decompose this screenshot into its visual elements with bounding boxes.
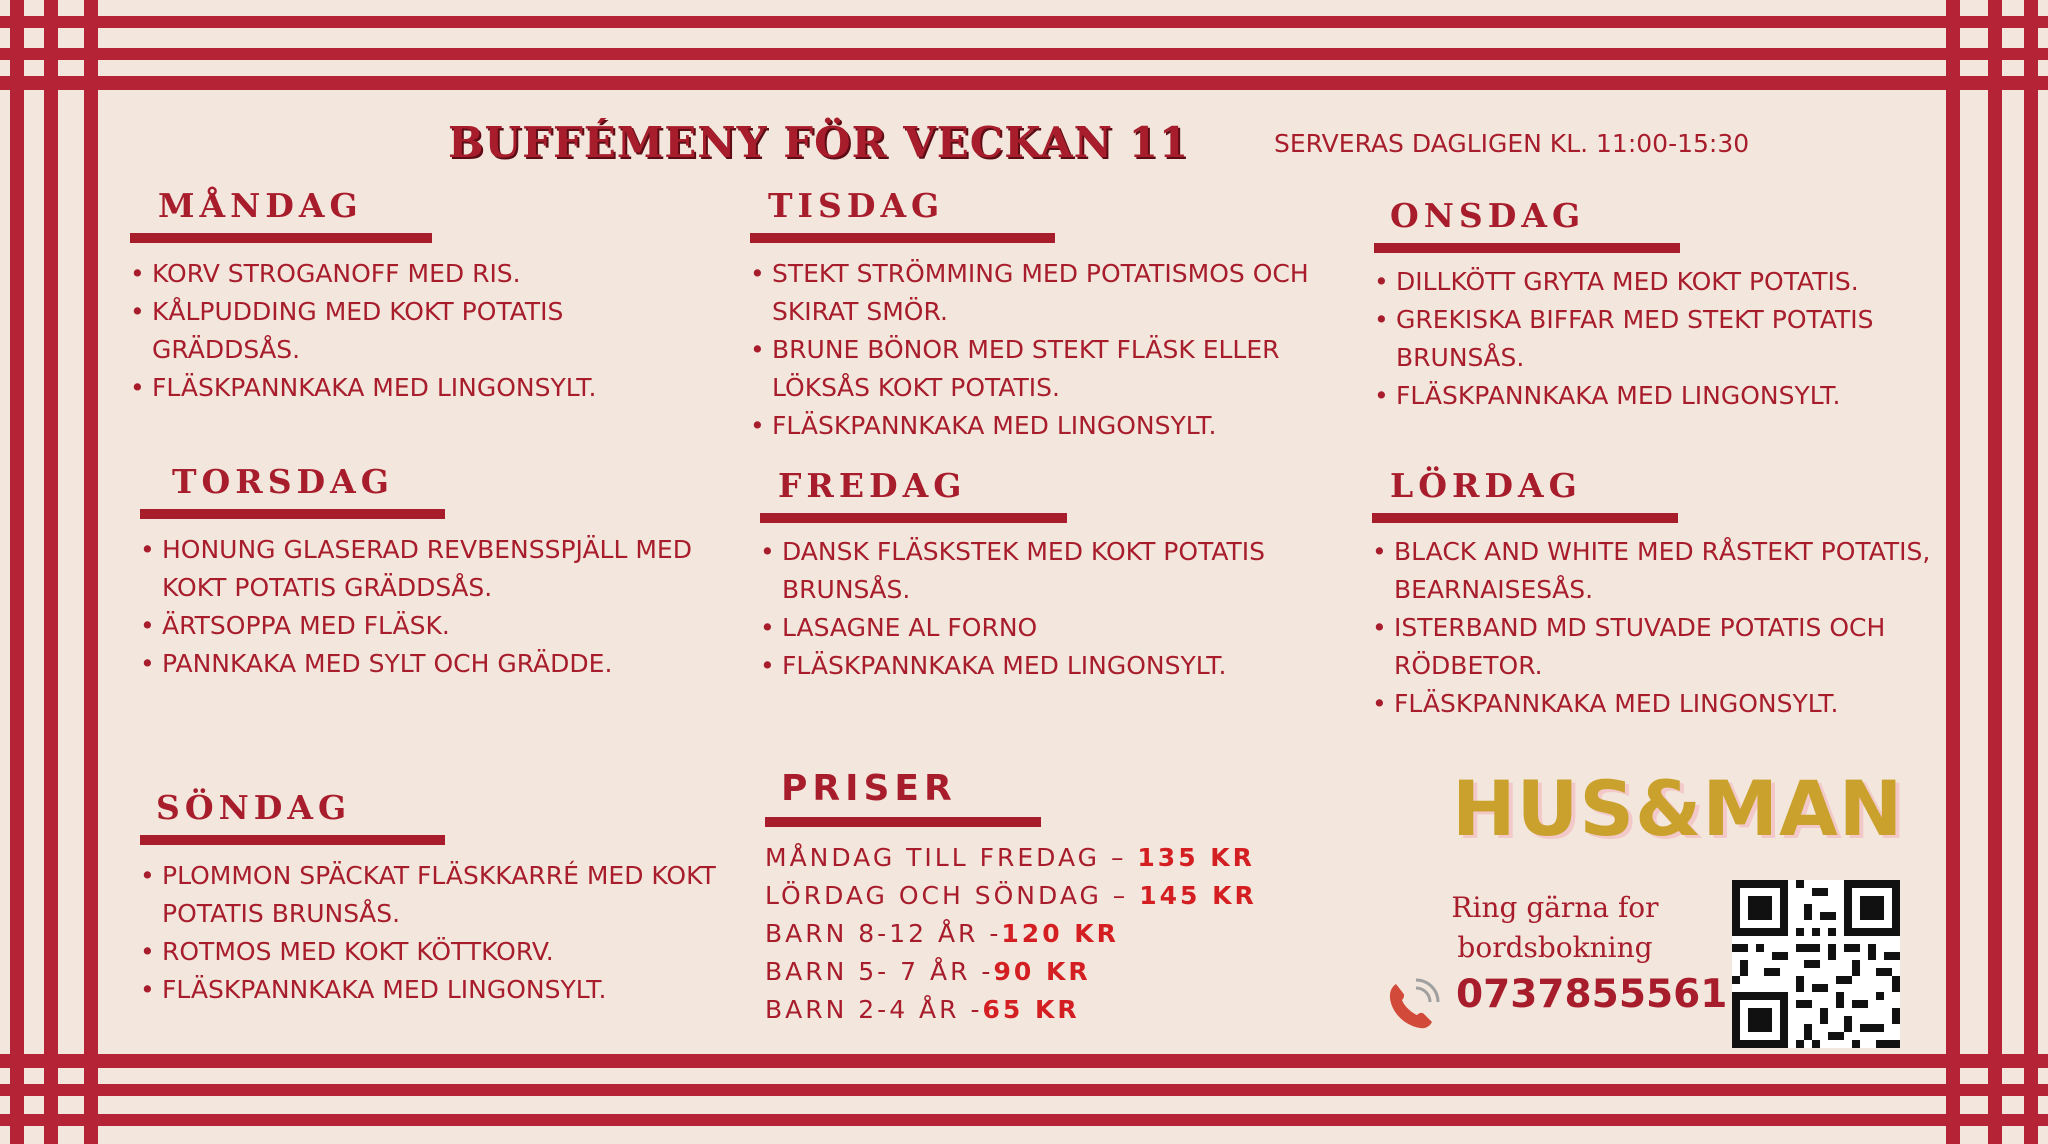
day-section-sunday: [140, 788, 730, 1009]
day-section-saturday: [1372, 466, 1952, 723]
heading-rule: [750, 233, 1055, 243]
menu-list: [140, 531, 720, 683]
menu-item: • BLACK AND WHITE MED RÅSTEKT POTATIS, BEARNAISESÅS.: [1372, 533, 1952, 609]
day-section-friday: [760, 466, 1340, 685]
menu-item: • PANNKAKA MED SYLT OCH GRÄDDE.: [140, 645, 720, 683]
menu-item: • ÄRTSOPPA MED FLÄSK.: [140, 607, 720, 645]
price-amount: 90 KR: [993, 957, 1091, 986]
menu-list: [130, 255, 710, 407]
day-section-thursday: [140, 462, 720, 683]
frame-stripe-left-3: [84, 0, 98, 1144]
frame-stripe-right-2: [1988, 0, 2002, 1144]
menu-item: • KORV STROGANOFF MED RIS.: [130, 255, 710, 293]
brand-logo: HUS&MAN: [1452, 764, 1904, 853]
phone-icon: [1382, 976, 1442, 1032]
menu-list: [760, 533, 1340, 685]
menu-item: • GREKISKA BIFFAR MED STEKT POTATIS BRUNSÅS.: [1374, 301, 1954, 377]
heading-rule: [1374, 243, 1680, 253]
menu-item: • FLÄSKPANNKAKA MED LINGONSYLT.: [1372, 685, 1952, 723]
day-section-wednesday: [1374, 196, 1954, 415]
menu-item: • FLÄSKPANNKAKA MED LINGONSYLT.: [750, 407, 1330, 445]
price-row: [765, 877, 1325, 915]
menu-item: • LASAGNE AL FORNO: [760, 609, 1340, 647]
booking-text: Ring gärna for bordsbokning: [1451, 891, 1659, 964]
heading-rule: [760, 513, 1067, 523]
frame-stripe-bottom-1: [0, 1054, 2048, 1068]
day-section-monday: [130, 186, 710, 407]
heading-rule: [140, 835, 445, 845]
frame-stripe-bottom-2: [0, 1084, 2048, 1096]
menu-item: • PLOMMON SPÄCKAT FLÄSKKARRÉ MED KOKT POTATIS BRUNSÅS.: [140, 857, 730, 933]
menu-item: • DANSK FLÄSKSTEK MED KOKT POTATIS BRUNSÅS.: [760, 533, 1340, 609]
price-label: MÅNDAG TILL FREDAG –: [765, 843, 1138, 872]
heading-rule: [1372, 513, 1678, 523]
price-amount: 120 KR: [1001, 919, 1119, 948]
prices-section: [765, 768, 1325, 1029]
frame-stripe-top-3: [0, 76, 2048, 90]
menu-item: • BRUNE BÖNOR MED STEKT FLÄSK ELLER LÖKSÅS KOKT POTATIS.: [750, 331, 1330, 407]
day-heading: ONSDAG: [1390, 196, 1586, 235]
menu-item: • DILLKÖTT GRYTA MED KOKT POTATIS.: [1374, 263, 1954, 301]
frame-stripe-top-1: [0, 16, 2048, 28]
frame-stripe-right-3: [2024, 0, 2038, 1144]
qr-code-icon[interactable]: [1732, 880, 1900, 1048]
phone-number[interactable]: 0737855561: [1456, 972, 1728, 1017]
menu-item: • FLÄSKPANNKAKA MED LINGONSYLT.: [1374, 377, 1954, 415]
menu-item: • KÅLPUDDING MED KOKT POTATIS GRÄDDSÅS.: [130, 293, 710, 369]
price-row: [765, 839, 1325, 877]
menu-item: • FLÄSKPANNKAKA MED LINGONSYLT.: [140, 971, 730, 1009]
price-label: BARN 2-4 ÅR -: [765, 995, 983, 1024]
heading-rule: [140, 509, 445, 519]
frame-stripe-left-1: [10, 0, 24, 1144]
menu-item: • ROTMOS MED KOKT KÖTTKORV.: [140, 933, 730, 971]
serving-hours: SERVERAS DAGLIGEN KL. 11:00-15:30: [1274, 129, 1750, 158]
price-amount: 65 KR: [982, 995, 1080, 1024]
price-label: BARN 8-12 ÅR -: [765, 919, 1002, 948]
day-heading: MÅNDAG: [158, 186, 363, 225]
day-heading: FREDAG: [778, 466, 967, 505]
heading-rule: [765, 817, 1041, 827]
price-row: [765, 991, 1325, 1029]
menu-item: • ISTERBAND MD STUVADE POTATIS OCH RÖDBETOR.: [1372, 609, 1952, 685]
day-section-tuesday: [750, 186, 1330, 445]
frame-stripe-top-2: [0, 48, 2048, 60]
menu-item: • FLÄSKPANNKAKA MED LINGONSYLT.: [130, 369, 710, 407]
menu-item: • STEKT STRÖMMING MED POTATISMOS OCH SKIRAT SMÖR.: [750, 255, 1330, 331]
price-label: BARN 5- 7 ÅR -: [765, 957, 994, 986]
frame-stripe-left-2: [44, 0, 58, 1144]
day-heading: LÖRDAG: [1390, 466, 1582, 505]
prices-heading: PRISER: [781, 768, 957, 809]
price-row: [765, 953, 1325, 991]
frame-stripe-bottom-3: [0, 1114, 2048, 1126]
price-amount: 135 KR: [1137, 843, 1255, 872]
heading-rule: [130, 233, 432, 243]
day-heading: SÖNDAG: [156, 788, 352, 827]
price-label: LÖRDAG OCH SÖNDAG –: [765, 881, 1140, 910]
menu-list: [1374, 263, 1954, 415]
menu-item: • HONUNG GLASERAD REVBENSSPJÄLL MED KOKT POTATIS GRÄDDSÅS.: [140, 531, 720, 607]
day-heading: TISDAG: [768, 186, 945, 225]
page-title: BUFFÉMENY FÖR VECKAN 11: [448, 118, 1190, 167]
menu-list: [750, 255, 1330, 445]
menu-list: [1372, 533, 1952, 723]
price-amount: 145 KR: [1139, 881, 1257, 910]
price-row: [765, 915, 1325, 953]
menu-item: • FLÄSKPANNKAKA MED LINGONSYLT.: [760, 647, 1340, 685]
price-list: [765, 839, 1325, 1029]
day-heading: TORSDAG: [172, 462, 394, 501]
menu-list: [140, 857, 730, 1009]
